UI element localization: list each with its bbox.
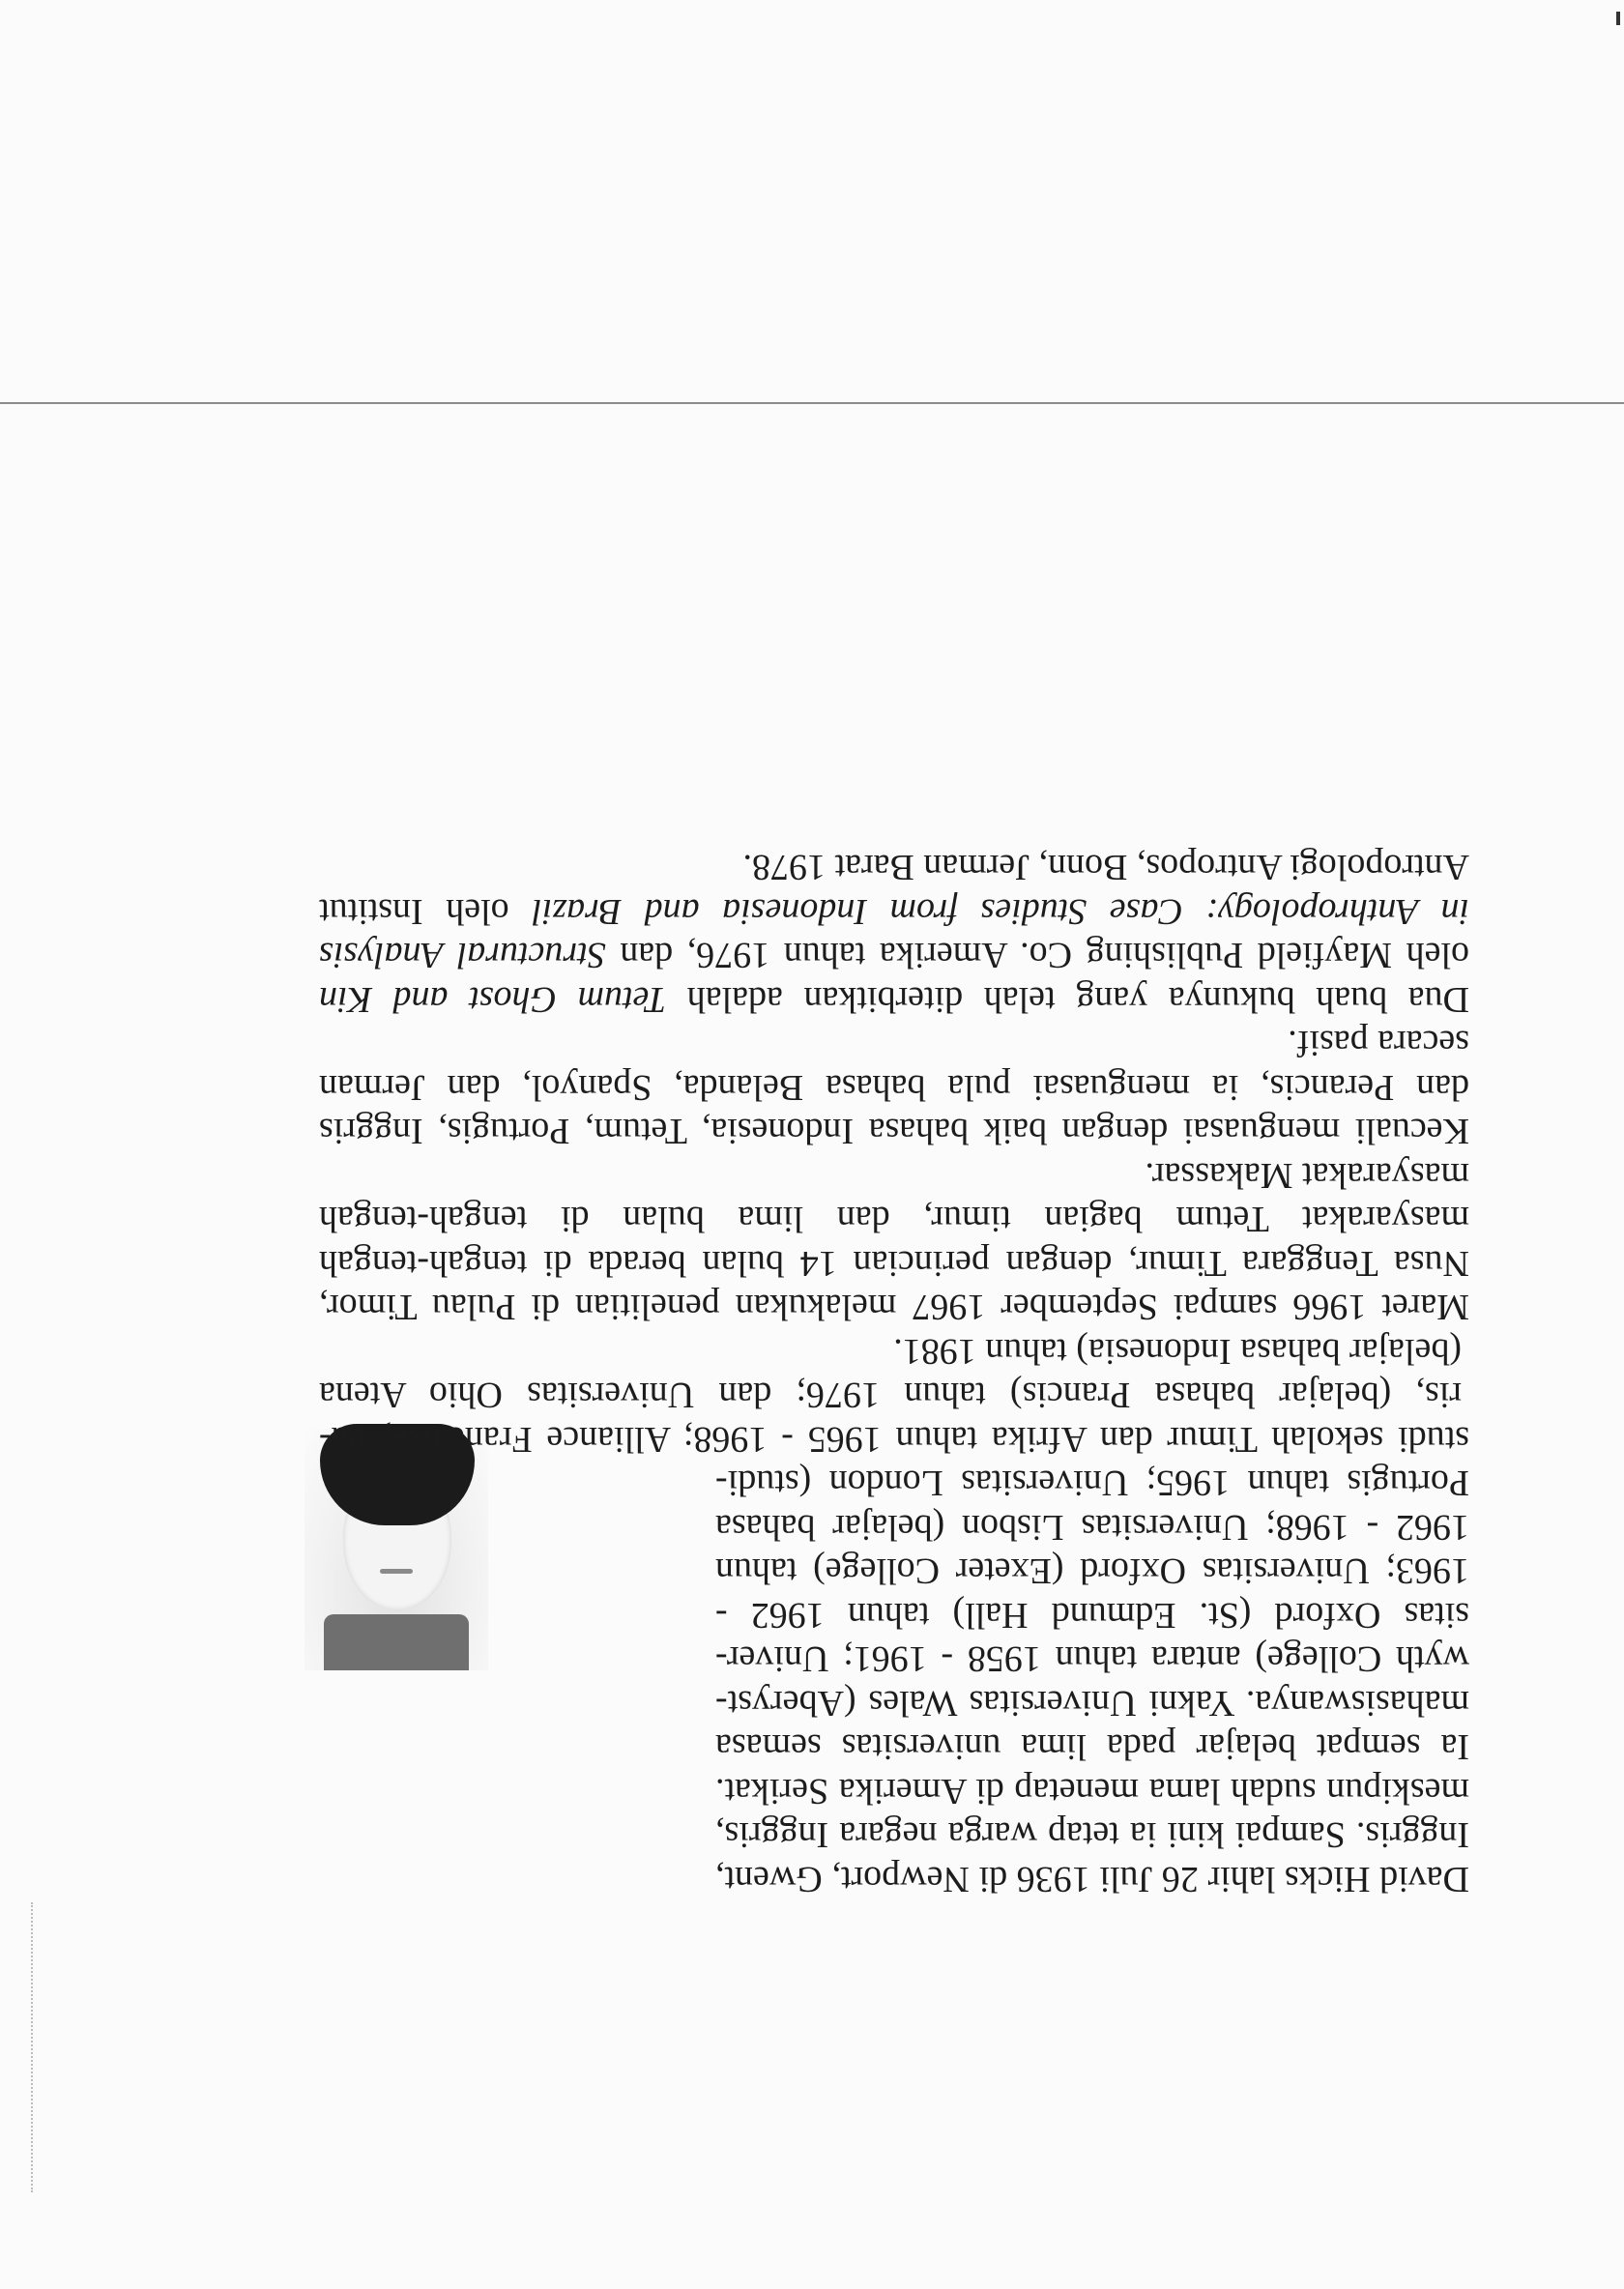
scan-edge-line (0, 402, 1624, 404)
bio-line: Portugis tahun 1965; Universitas London (studi- (715, 1463, 1469, 1504)
books-text: oleh Mayfield Publishing Co. Amerika tahun 1976, dan (605, 935, 1469, 976)
bio-line: Maret 1966 sampai September 1967 melakukan penelitian di Pulau Timor, (319, 1287, 1469, 1328)
biography-paragraph-top (319, 1461, 1469, 1900)
book-title-structural: Structural Analysis (318, 935, 606, 976)
books-paragraph (319, 845, 1469, 1021)
books-line-2 (319, 933, 1469, 977)
books-line-3 (319, 889, 1469, 934)
book-title-tetum: Tetum Ghost and Kin (318, 979, 667, 1020)
scan-edge-dots (29, 1902, 33, 2192)
bio-line: masyarakat Makassar. (1145, 1155, 1469, 1196)
bio-line: Ia sempat belajar pada lima universitas semasa (715, 1726, 1469, 1768)
books-text: Dua buah bukunya yang telah diterbitkan adalah (666, 979, 1469, 1020)
bio-line: 1962 - 1968; Universitas Lisbon (belajar bahasa (715, 1507, 1469, 1548)
bio-line: Nusa Tenggara Timur, dengan perincian 14 bulan berada di tengah-tengah (319, 1243, 1469, 1284)
biography-paragraph-rest (319, 1021, 1469, 1461)
bio-line: Kecuali menguasai dengan baik bahasa Indonesia, Tetum, Portugis, Inggris (319, 1111, 1469, 1152)
bio-line: secara pasif. (1288, 1023, 1469, 1064)
bio-line: Inggris. Sampai kini ia tetap warga negara Inggris, (715, 1814, 1469, 1856)
bio-line: mahasiswanya. Yakni Universitas Wales (Aberyst- (715, 1683, 1469, 1724)
bio-line: masyarakat Tetum bagian timur, dan lima bulan di tengah-tengah (319, 1199, 1469, 1240)
book-title-structural-cont: in Anthropology: Case Studies from Indonesia and Brazil (532, 891, 1469, 932)
bio-line: studi sekolah Timur dan Afrika tahun 1965 - 1968; Alliance Francaise, Pa- (319, 1419, 1469, 1460)
books-text: oleh Institut (319, 891, 533, 932)
scan-mark (1616, 12, 1620, 25)
books-line-1 (319, 977, 1469, 1022)
bio-line: (belajar bahasa Indonesia) tahun 1981. (893, 1331, 1462, 1372)
bio-line: dan Perancis, ia menguasai pula bahasa Belanda, Spanyol, dan Jerman (319, 1067, 1469, 1108)
bio-line: 1963; Universitas Oxford (Exeter College) tahun (715, 1550, 1469, 1592)
bio-line: meskipun sudah lama menetap di Amerika Serikat. (715, 1771, 1469, 1811)
bio-line: ris, (belajar bahasa Prancis) tahun 1976; dan Universitas Ohio Atena (319, 1375, 1462, 1416)
bio-line: David Hicks lahir 26 Juli 1936 di Newport, Gwent, (715, 1859, 1469, 1899)
bio-line: sitas Oxford (St. Edmund Hall) tahun 1962 - (715, 1595, 1469, 1636)
books-line-4: Antropologi Antropos, Bonn, Jerman Barat 1978. (742, 847, 1469, 888)
bio-line: wyth College) antara tahun 1958 - 1961; Univer- (715, 1638, 1469, 1680)
